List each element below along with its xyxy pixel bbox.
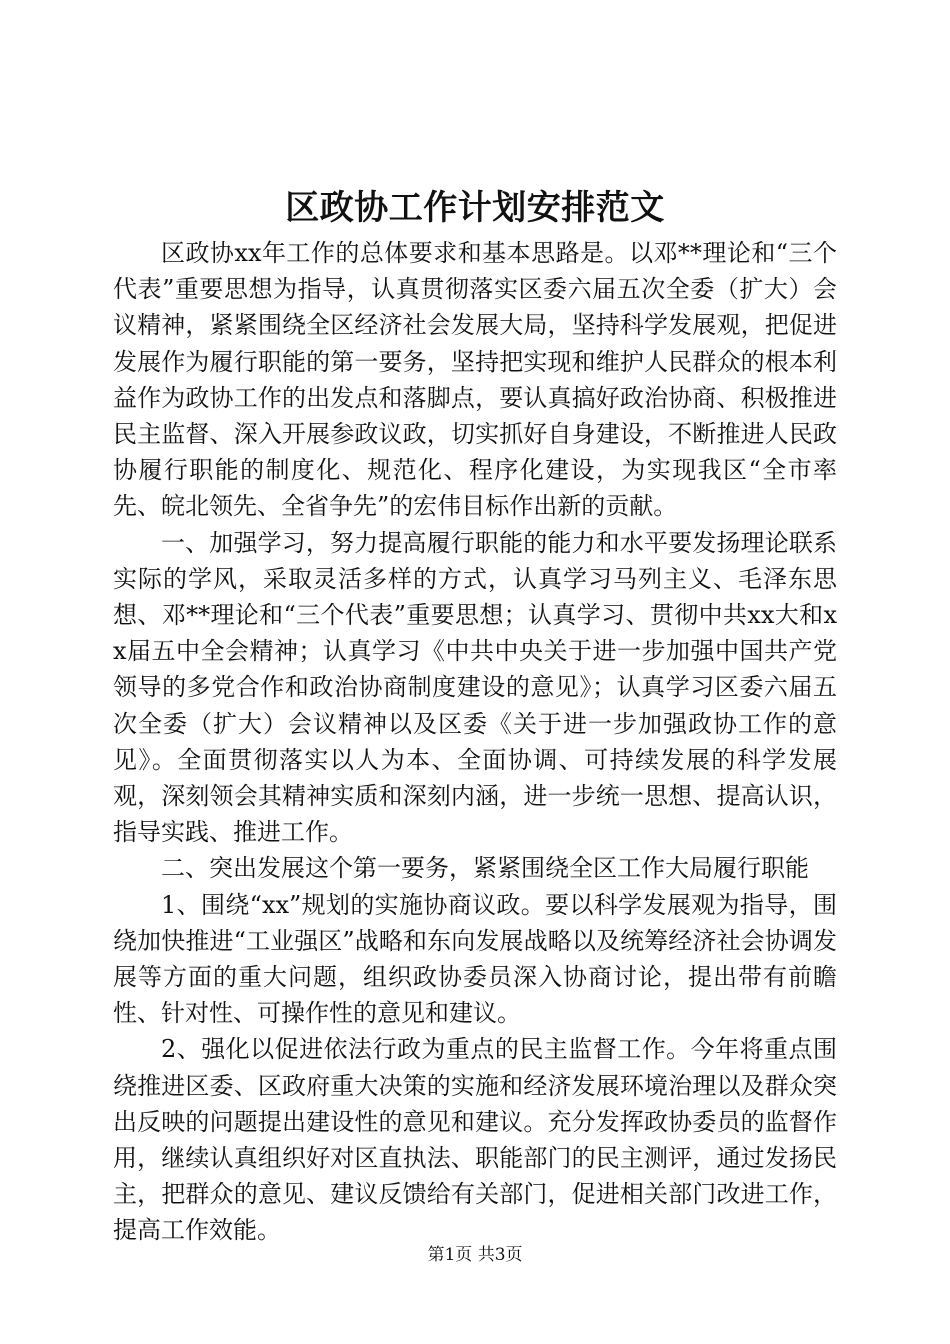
paragraph-item-two: 2、强化以促进依法行政为重点的民主监督工作。今年将重点围绕推进区委、区政府重大决策的实施和经济发展环境治理以及群众突出反映的问题提出建设性的意见和建议。充分发挥政协委员的监督作用，继续认真组织好对区直执法、职能部门的民主测评，通过发扬民主，把群众的意见、建议反馈给有关部门，促进相关部门改进工作，提高工作效能。: [113, 1035, 837, 1245]
paragraph-section-one: 一、加强学习，努力提高履行职能的能力和水平要发扬理论联系实际的学风，采取灵活多样的方式，认真学习马列主义、毛泽东思想、邓**理论和“三个代表”重要思想；认真学习、贯彻中共xx大和xx届五中全会精神；认真学习《中共中央关于进一步加强中国共产党领导的多党合作和政治协商制度建设的意见》；认真学习区委六届五次全委（扩大）会议精神以及区委《关于进一步加强政协工作的意见》。全面贯彻落实以人为本、全面协调、可持续发展的科学发展观，深刻领会其精神实质和深刻内涵，进一步统一思想、提高认识，指导实践、推进工作。: [113, 528, 837, 847]
document-body: [113, 235, 837, 1249]
document-title: 区政协工作计划安排范文: [285, 188, 665, 228]
page-footer: 第1页 共3页: [427, 1245, 523, 1265]
paragraph-section-two-heading: 二、突出发展这个第一要务，紧紧围绕全区工作大局履行职能: [161, 854, 809, 883]
paragraph-item-one: 1、围绕“xx”规划的实施协商议政。要以科学发展观为指导，围绕加快推进“工业强区”战略和东向发展战略以及统筹经济社会协调发展等方面的重大问题，组织政协委员深入协商讨论，提出带有前瞻性、针对性、可操作性的意见和建议。: [113, 890, 837, 1028]
paragraph-intro: 区政协xx年工作的总体要求和基本思路是。以邓**理论和“三个代表”重要思想为指导，认真贯彻落实区委六届五次全委（扩大）会议精神，紧紧围绕全区经济社会发展大局，坚持科学发展观，把促进发展作为履行职能的第一要务，坚持把实现和维护人民群众的根本利益作为政协工作的出发点和落脚点，要认真搞好政治协商、积极推进民主监督、深入开展参政议政，切实抓好自身建设，不断推进人民政协履行职能的制度化、规范化、程序化建设，为实现我区“全市率先、皖北领先、全省争先”的宏伟目标作出新的贡献。: [113, 239, 837, 521]
